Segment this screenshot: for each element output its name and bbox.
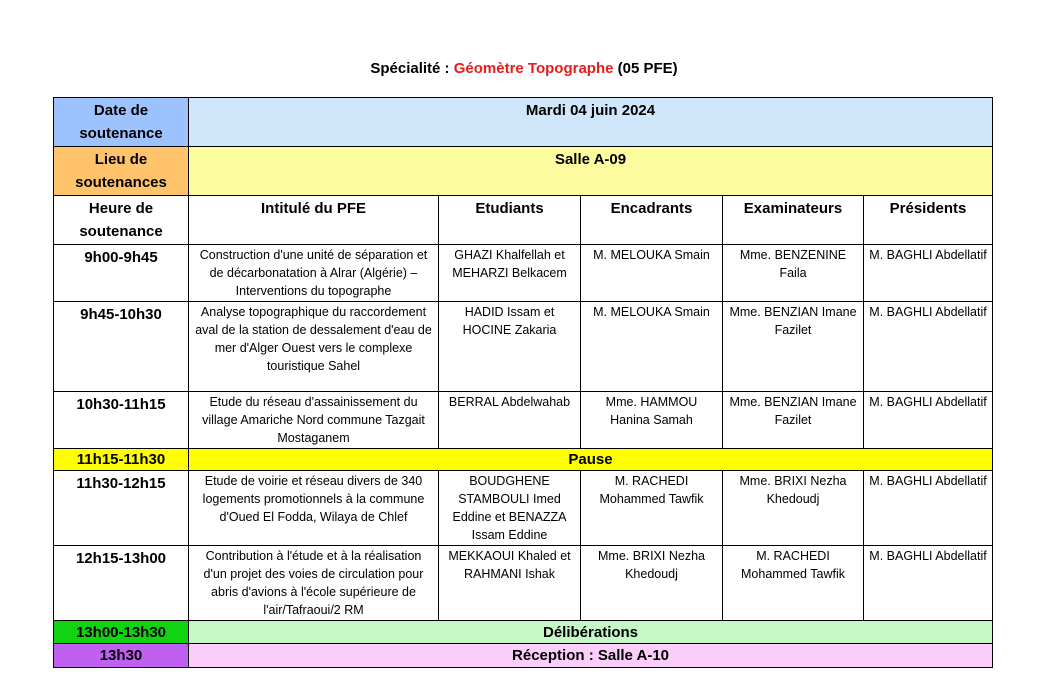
deliberations-row [54, 621, 993, 644]
pause-row [54, 449, 993, 471]
row-encadrants: Mme. HAMMOU Hanina Samah [581, 392, 723, 449]
deliberations-label: Délibérations [189, 621, 993, 644]
date-label: Date de soutenance [54, 98, 189, 147]
lieu-row [54, 147, 993, 196]
col-intitule: Intitulé du PFE [189, 196, 439, 245]
title-suffix: (05 PFE) [613, 60, 678, 77]
row-presidents: M. BAGHLI Abdellatif [864, 546, 993, 621]
speciality-name: Géomètre Topographe [453, 60, 614, 77]
row-etudiants: GHAZI Khalfellah et MEHARZI Belkacem [439, 245, 581, 302]
row-presidents: M. BAGHLI Abdellatif [864, 392, 993, 449]
reception-label: Réception : Salle A-10 [189, 644, 993, 668]
row-intitule: Etude de voirie et réseau divers de 340 logements promotionnels à la commune d'Oued El Fodda, Wilaya de Chlef [189, 471, 439, 546]
row-etudiants: BOUDGHENE STAMBOULI Imed Eddine et BENAZZA Issam Eddine [439, 471, 581, 546]
title-prefix: Spécialité : [370, 60, 454, 77]
table-row [54, 546, 993, 621]
row-etudiants: HADID Issam et HOCINE Zakaria [439, 302, 581, 392]
column-header-row [54, 196, 993, 245]
date-value: Mardi 04 juin 2024 [189, 98, 993, 147]
pause-heure: 11h15-11h30 [54, 449, 189, 471]
col-etudiants: Etudiants [439, 196, 581, 245]
row-etudiants: BERRAL Abdelwahab [439, 392, 581, 449]
row-encadrants: M. RACHEDI Mohammed Tawfik [581, 471, 723, 546]
row-heure: 10h30-11h15 [54, 392, 189, 449]
col-presidents: Présidents [864, 196, 993, 245]
lieu-label: Lieu de soutenances [54, 147, 189, 196]
deliberations-heure: 13h00-13h30 [54, 621, 189, 644]
page-title [0, 60, 1048, 77]
row-examinateurs: Mme. BENZIAN Imane Fazilet [723, 302, 864, 392]
table-row [54, 392, 993, 449]
col-heure: Heure de soutenance [54, 196, 189, 245]
row-heure: 11h30-12h15 [54, 471, 189, 546]
row-intitule: Etude du réseau d'assainissement du village Amariche Nord commune Tazgait Mostaganem [189, 392, 439, 449]
table-row [54, 245, 993, 302]
reception-row [54, 644, 993, 668]
row-etudiants: MEKKAOUI Khaled et RAHMANI Ishak [439, 546, 581, 621]
row-encadrants: Mme. BRIXI Nezha Khedoudj [581, 546, 723, 621]
date-row [54, 98, 993, 147]
schedule-table [53, 97, 993, 668]
col-encadrants: Encadrants [581, 196, 723, 245]
row-intitule: Construction d'une unité de séparation et de décarbonatation à Alrar (Algérie) – Interventions du topographe [189, 245, 439, 302]
table-row [54, 302, 993, 392]
row-presidents: M. BAGHLI Abdellatif [864, 302, 993, 392]
lieu-value: Salle A-09 [189, 147, 993, 196]
row-heure: 9h00-9h45 [54, 245, 189, 302]
table-row [54, 471, 993, 546]
row-examinateurs: Mme. BENZIAN Imane Fazilet [723, 392, 864, 449]
row-presidents: M. BAGHLI Abdellatif [864, 471, 993, 546]
row-examinateurs: M. RACHEDI Mohammed Tawfik [723, 546, 864, 621]
row-presidents: M. BAGHLI Abdellatif [864, 245, 993, 302]
pause-label: Pause [189, 449, 993, 471]
row-encadrants: M. MELOUKA Smain [581, 245, 723, 302]
row-intitule: Analyse topographique du raccordement aval de la station de dessalement d'eau de mer d'Alger Ouest vers le complexe touristique Sahel [189, 302, 439, 392]
reception-heure: 13h30 [54, 644, 189, 668]
col-examinateurs: Examinateurs [723, 196, 864, 245]
row-heure: 12h15-13h00 [54, 546, 189, 621]
row-examinateurs: Mme. BENZENINE Faila [723, 245, 864, 302]
row-heure: 9h45-10h30 [54, 302, 189, 392]
row-encadrants: M. MELOUKA Smain [581, 302, 723, 392]
row-examinateurs: Mme. BRIXI Nezha Khedoudj [723, 471, 864, 546]
row-intitule: Contribution à l'étude et à la réalisation d'un projet des voies de circulation pour abris d'avions à l'école supérieure de l'air/Tafraoui/2 RM [189, 546, 439, 621]
